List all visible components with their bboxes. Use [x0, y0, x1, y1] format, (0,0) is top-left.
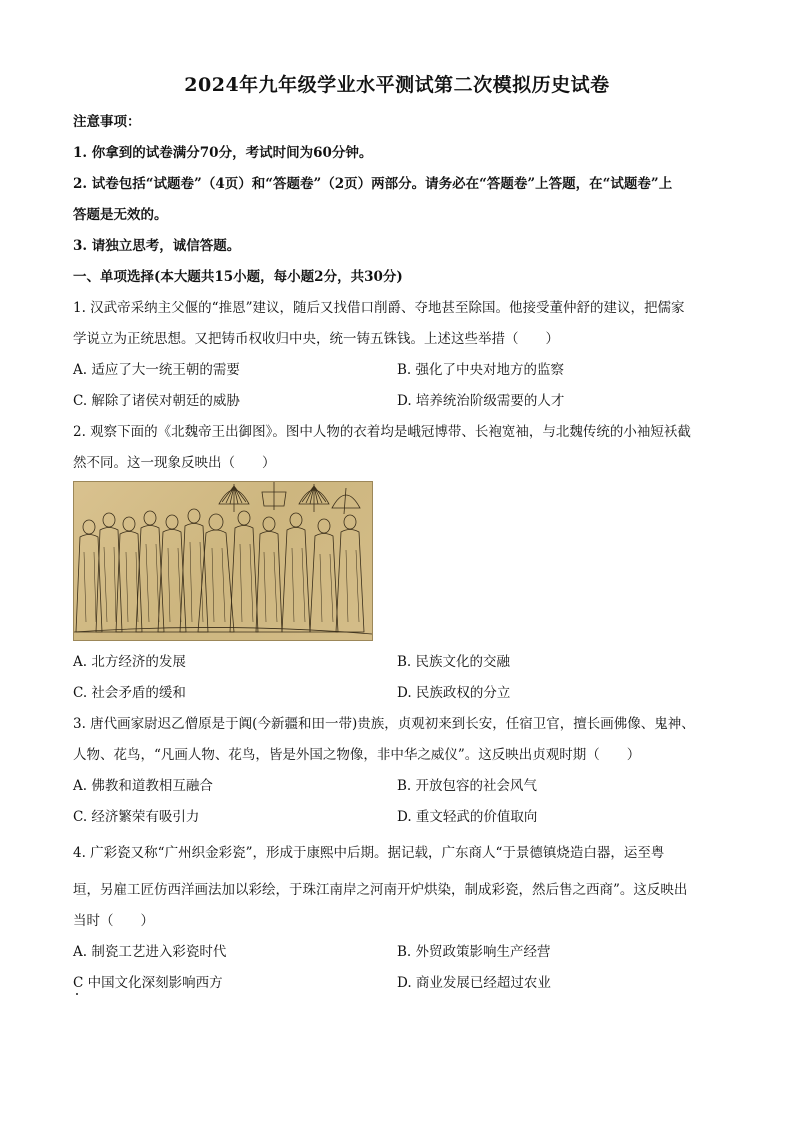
- question-2-option-a: A. 北方经济的发展: [73, 654, 186, 670]
- question-3-text: 3. 唐代画家尉迟乙僧原是于阗(今新疆和田一带)贵族，贞观初来到长安，任宿卫官，擅长画佛像、鬼神、: [73, 716, 695, 732]
- notes-heading: 注意事项：: [73, 114, 141, 130]
- section-heading: 一、单项选择(本大题共15小题，每小题2分，共30分): [73, 269, 403, 285]
- notes-item: 3. 请独立思考，诚信答题。: [73, 238, 241, 254]
- question-3-option-c: C. 经济繁荣有吸引力: [73, 809, 200, 825]
- question-4-text: 垣，另雇工匠仿西洋画法加以彩绘，于珠江南岸之河南开炉烘染，制成彩瓷，然后售之西商”。这反映出: [73, 882, 688, 898]
- question-2-option-d: D. 民族政权的分立: [397, 685, 511, 701]
- question-4-option-b: B. 外贸政策影响生产经营: [397, 944, 551, 960]
- question-3-option-b: B. 开放包容的社会风气: [397, 778, 538, 794]
- question-1-text: 1. 汉武帝采纳主父偃的“推恩”建议，随后又找借口削爵、夺地甚至除国。他接受董仲舒的建议，把儒家: [73, 300, 685, 316]
- painting-figure: [73, 481, 373, 641]
- page-title: 2024年九年级学业水平测试第二次模拟历史试卷: [184, 74, 610, 96]
- question-2-option-b: B. 民族文化的交融: [397, 654, 511, 670]
- question-1-text: 学说立为正统思想。又把铸币权收归中央，统一铸五铢钱。上述这些举措（ ）: [73, 331, 559, 347]
- notes-item: 2. 试卷包括“试题卷”（4页）和“答题卷”（2页）两部分。请务必在“答题卷”上答题，在“试题卷”上: [73, 176, 673, 192]
- question-1-option-c: C. 解除了诸侯对朝廷的威胁: [73, 393, 240, 409]
- question-2-option-c: C. 社会矛盾的缓和: [73, 685, 186, 701]
- question-3-option-d: D. 重文轻武的价值取向: [397, 809, 538, 825]
- question-3-option-a: A. 佛教和道教相互融合: [73, 778, 213, 794]
- question-4-option-d: D. 商业发展已经超过农业: [397, 975, 551, 991]
- question-1-option-b: B. 强化了中央对地方的监察: [397, 362, 565, 378]
- question-1-option-a: A. 适应了大一统王朝的需要: [73, 362, 240, 378]
- notes-item: 答题是无效的。: [73, 207, 168, 223]
- question-4-text: 4. 广彩瓷又称“广州织金彩瓷”，形成于康熙中后期。据记载，广东商人“于景德镇烧造白器，运至粤: [73, 845, 665, 861]
- question-4-text: 当时（ ）: [73, 913, 154, 929]
- stray-mark: [76, 993, 78, 995]
- procession-illustration: [74, 482, 372, 640]
- notes-item: 1. 你拿到的试卷满分70分，考试时间为60分钟。: [73, 145, 373, 161]
- question-4-option-a: A. 制瓷工艺进入彩瓷时代: [73, 944, 227, 960]
- question-1-option-d: D. 培养统治阶级需要的人才: [397, 393, 565, 409]
- question-2-text: 然不同。这一现象反映出（ ）: [73, 455, 276, 471]
- question-4-option-c: C 中国文化深刻影响西方: [73, 975, 223, 991]
- question-3-text: 人物、花鸟，“凡画人物、花鸟，皆是外国之物像，非中华之威仪”。这反映出贞观时期（ ）: [73, 747, 641, 763]
- question-2-text: 2. 观察下面的《北魏帝王出御图》。图中人物的衣着均是峨冠博带、长袍宽袖，与北魏传统的小袖短袄截: [73, 424, 691, 440]
